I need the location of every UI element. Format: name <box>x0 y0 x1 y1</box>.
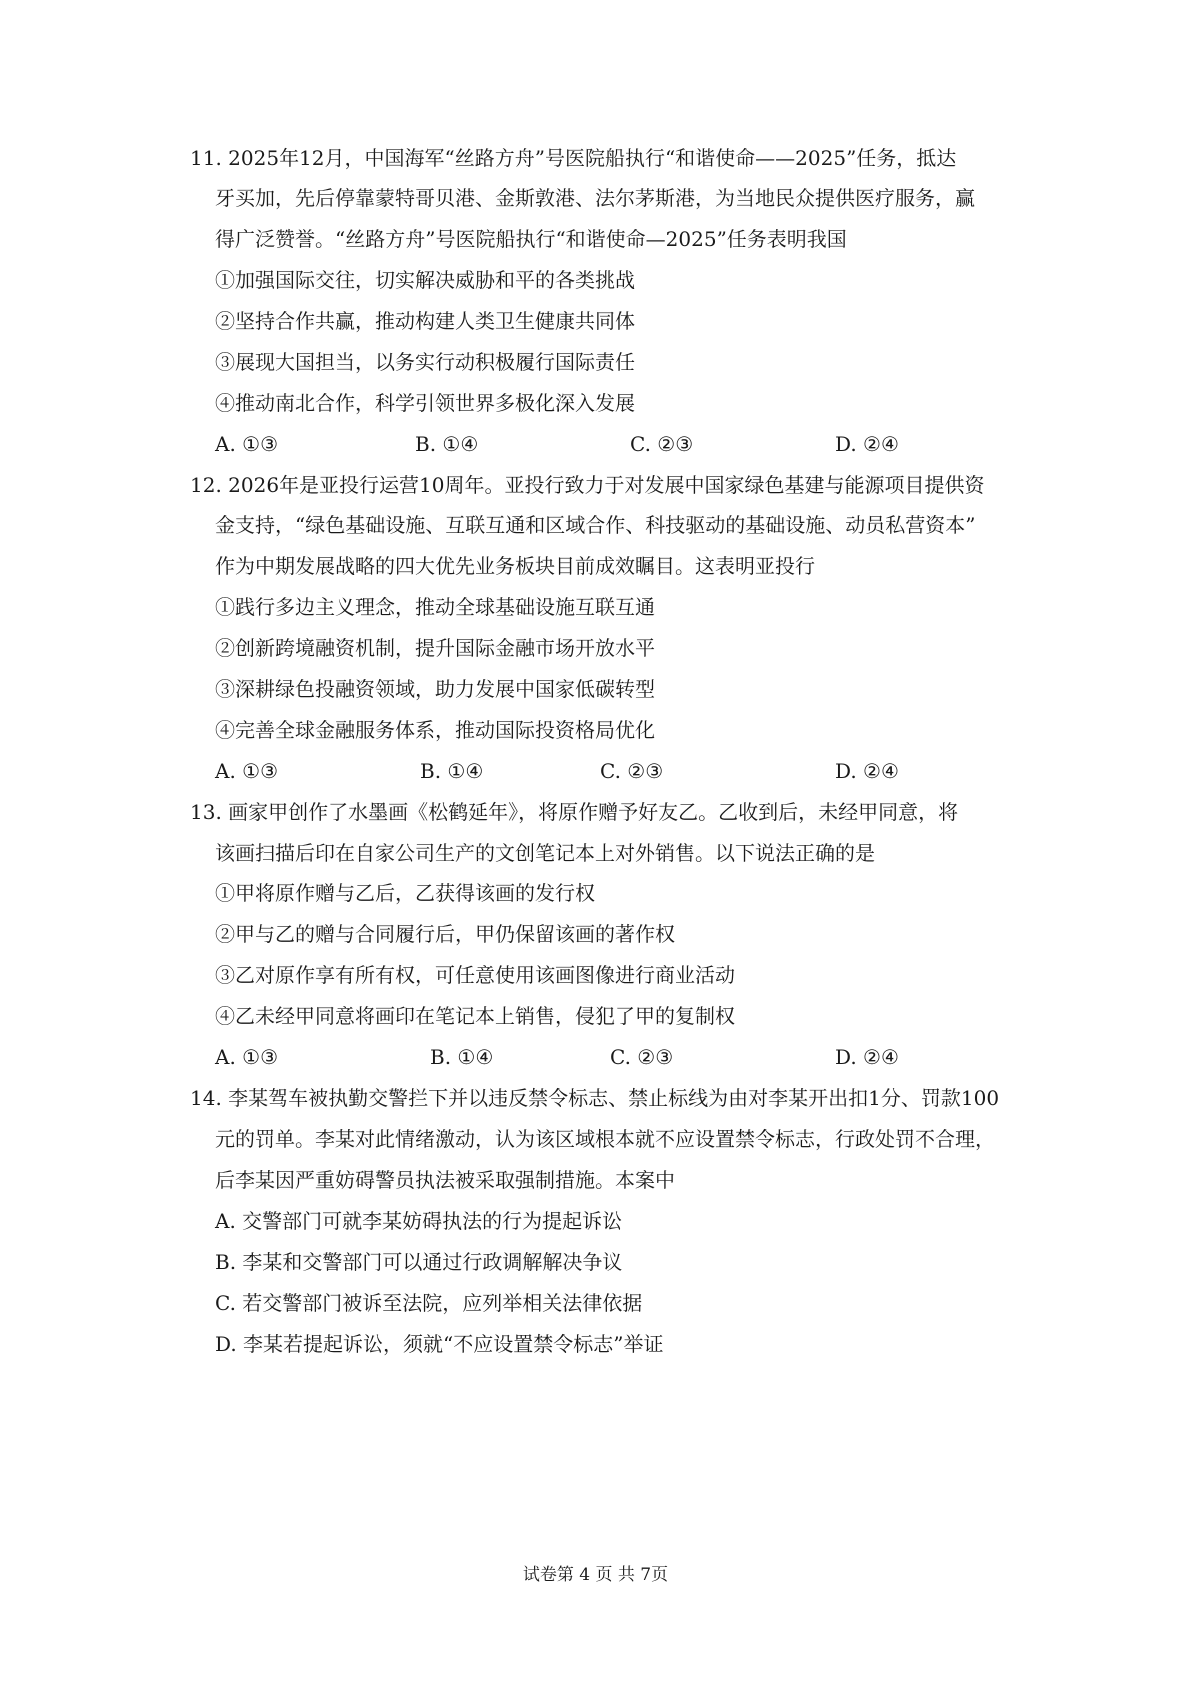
question-stem-line: 元的罚单。李某对此情绪激动，认为该区域根本就不应设置禁令标志，行政处罚不合理， <box>215 1127 995 1151</box>
question-stem-line: 后李某因严重妨碍警员执法被采取强制措施。本案中 <box>215 1168 675 1192</box>
question-item: ①甲将原作赠与乙后，乙获得该画的发行权 <box>215 881 595 905</box>
question-item: ③展现大国担当，以务实行动积极履行国际责任 <box>215 350 635 374</box>
question-item: ④完善全球金融服务体系，推动国际投资格局优化 <box>215 718 655 742</box>
page-footer: 试卷第 4 页 共 7页 <box>522 1565 669 1585</box>
choice-b: B. ①④ <box>430 1045 494 1069</box>
question-stem-line: 11. 2025年12月，中国海军“丝路方舟”号医院船执行“和谐使命——2025”任务，抵达 <box>190 146 957 170</box>
question-stem-line: 该画扫描后印在自家公司生产的文创笔记本上对外销售。以下说法正确的是 <box>215 841 875 865</box>
question-item: ③深耕绿色投融资领域，助力发展中国家低碳转型 <box>215 677 655 701</box>
choice-a: A. ①③ <box>215 759 279 783</box>
question-stem-line: 牙买加，先后停靠蒙特哥贝港、金斯敦港、法尔茅斯港，为当地民众提供医疗服务，赢 <box>215 186 975 210</box>
question-item: ③乙对原作享有所有权，可任意使用该画图像进行商业活动 <box>215 963 735 987</box>
choice-c: C. ②③ <box>600 759 664 783</box>
choice-d: D. ②④ <box>835 432 899 456</box>
question-item: ②甲与乙的赠与合同履行后，甲仍保留该画的著作权 <box>215 922 675 946</box>
choice-a: A. ①③ <box>215 1045 279 1069</box>
choice-d: D. ②④ <box>835 1045 899 1069</box>
question-stem-line: 得广泛赞誉。“丝路方舟”号医院船执行“和谐使命—2025”任务表明我国 <box>215 227 847 251</box>
choice-b: B. ①④ <box>420 759 484 783</box>
question-item: ②创新跨境融资机制，提升国际金融市场开放水平 <box>215 636 655 660</box>
question-item: ②坚持合作共赢，推动构建人类卫生健康共同体 <box>215 309 635 333</box>
choice-a: A. 交警部门可就李某妨碍执法的行为提起诉讼 <box>215 1209 623 1233</box>
choice-c: C. 若交警部门被诉至法院，应列举相关法律依据 <box>215 1291 643 1315</box>
question-stem-line: 作为中期发展战略的四大优先业务板块目前成效瞩目。这表明亚投行 <box>215 554 815 578</box>
question-item: ④推动南北合作，科学引领世界多极化深入发展 <box>215 391 635 415</box>
question-stem-line: 金支持，“绿色基础设施、互联互通和区域合作、科技驱动的基础设施、动员私营资本” <box>215 513 976 537</box>
question-stem-line: 13. 画家甲创作了水墨画《松鹤延年》，将原作赠予好友乙。乙收到后，未经甲同意，将 <box>190 800 959 824</box>
choice-c: C. ②③ <box>630 432 694 456</box>
question-stem-line: 12. 2026年是亚投行运营10周年。亚投行致力于对发展中国家绿色基建与能源项目提供资 <box>190 473 985 497</box>
choice-b: B. ①④ <box>415 432 479 456</box>
choice-b: B. 李某和交警部门可以通过行政调解解决争议 <box>215 1250 623 1274</box>
question-item: ④乙未经甲同意将画印在笔记本上销售，侵犯了甲的复制权 <box>215 1004 735 1028</box>
choice-d: D. ②④ <box>835 759 899 783</box>
choice-a: A. ①③ <box>215 432 279 456</box>
choice-d: D. 李某若提起诉讼，须就“不应设置禁令标志”举证 <box>215 1332 664 1356</box>
question-item: ①加强国际交往，切实解决威胁和平的各类挑战 <box>215 268 635 292</box>
question-stem-line: 14. 李某驾车被执勤交警拦下并以违反禁令标志、禁止标线为由对李某开出扣1分、罚款100 <box>190 1086 1000 1110</box>
choice-c: C. ②③ <box>610 1045 674 1069</box>
question-item: ①践行多边主义理念，推动全球基础设施互联互通 <box>215 595 655 619</box>
